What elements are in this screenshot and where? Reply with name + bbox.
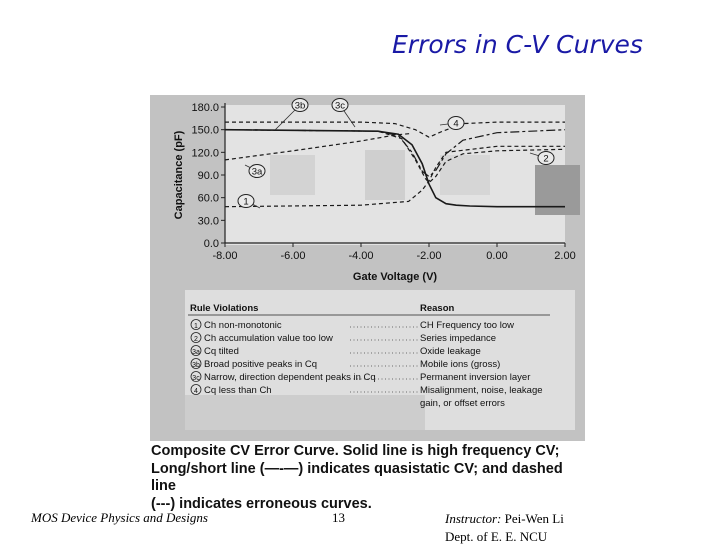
callout-label: 3a bbox=[251, 166, 263, 178]
x-axis-label: Gate Voltage (V) bbox=[352, 271, 438, 283]
x-tick-label: -8.00 bbox=[212, 250, 238, 262]
table-row-id: 3a bbox=[192, 349, 200, 356]
caption-line: (---) indicates erroneous curves. bbox=[151, 495, 372, 512]
x-tick-label: 2.00 bbox=[554, 250, 576, 262]
y-tick-label: 90.0 bbox=[197, 170, 219, 182]
callout-label: 1 bbox=[243, 196, 249, 208]
footer-instructor bbox=[445, 510, 564, 546]
table-row-id: 4 bbox=[194, 388, 198, 395]
callout-label: 2 bbox=[543, 153, 549, 165]
table-row-id: 3b bbox=[192, 362, 200, 369]
footer-course: MOS Device Physics and Designs bbox=[31, 510, 208, 525]
table-violation: Narrow, direction dependent peaks in Cq bbox=[204, 372, 376, 383]
x-tick-label: -6.00 bbox=[280, 250, 306, 262]
caption-line: Long/short line (—-—) indicates quasistatic CV; and dashed line bbox=[151, 460, 563, 494]
callout-label: 3b bbox=[294, 100, 306, 112]
slide-title: Errors in C-V Curves bbox=[392, 30, 643, 59]
page-number: 13 bbox=[332, 510, 345, 525]
table-reason: Permanent inversion layer bbox=[420, 372, 531, 383]
y-tick-label: 120.0 bbox=[191, 147, 219, 160]
table-header-rule-violations: Rule Violations bbox=[190, 303, 259, 314]
table-reason: Mobile ions (gross) bbox=[420, 359, 501, 370]
table-reason: Misalignment, noise, leakage bbox=[420, 385, 543, 396]
table-reason: Oxide leakage bbox=[420, 346, 481, 357]
figure-caption bbox=[151, 443, 591, 513]
cv-error-figure bbox=[150, 95, 585, 441]
y-axis-label: Capacitance (pF) bbox=[173, 130, 185, 220]
table-row-id: 3c bbox=[192, 375, 200, 382]
table-reason: Series impedance bbox=[420, 333, 497, 344]
table-row-id: 2 bbox=[194, 336, 198, 343]
table-reason: gain, or offset errors bbox=[420, 398, 505, 409]
scan-patch bbox=[270, 155, 315, 195]
x-tick-label: -4.00 bbox=[348, 250, 374, 262]
department: Dept. of E. E. NCU bbox=[445, 529, 548, 544]
callout-label: 4 bbox=[453, 118, 459, 130]
x-tick-label: 0.00 bbox=[486, 250, 508, 262]
table-violation: Cq less than Ch bbox=[204, 385, 272, 396]
y-tick-label: 180.0 bbox=[191, 102, 219, 114]
table-violation: Ch accumulation value too low bbox=[204, 333, 333, 344]
y-tick-label: 30.0 bbox=[197, 215, 219, 228]
scan-patch bbox=[185, 395, 425, 430]
table-violation: Cq tilted bbox=[204, 346, 239, 357]
table-violation: Ch non-monotonic bbox=[204, 320, 282, 331]
table-header-reason: Reason bbox=[420, 303, 455, 314]
caption-line: Composite CV Error Curve. Solid line is high frequency CV; bbox=[151, 443, 560, 459]
x-tick-label: -2.00 bbox=[416, 250, 442, 262]
instructor-label: Instructor: bbox=[445, 511, 502, 526]
y-tick-label: 60.0 bbox=[197, 192, 219, 205]
callout-label: 3c bbox=[334, 100, 346, 112]
scan-patch bbox=[365, 150, 405, 200]
table-violation: Broad positive peaks in Cq bbox=[204, 359, 318, 370]
table-reason: CH Frequency too low bbox=[420, 320, 514, 331]
table-row-id: 1 bbox=[194, 323, 198, 330]
y-tick-label: 0.0 bbox=[203, 238, 219, 250]
y-tick-label: 150.0 bbox=[191, 124, 219, 137]
scan-patch bbox=[440, 155, 490, 195]
instructor-name: Pei-Wen Li bbox=[504, 511, 564, 526]
cv-chart bbox=[150, 95, 585, 441]
